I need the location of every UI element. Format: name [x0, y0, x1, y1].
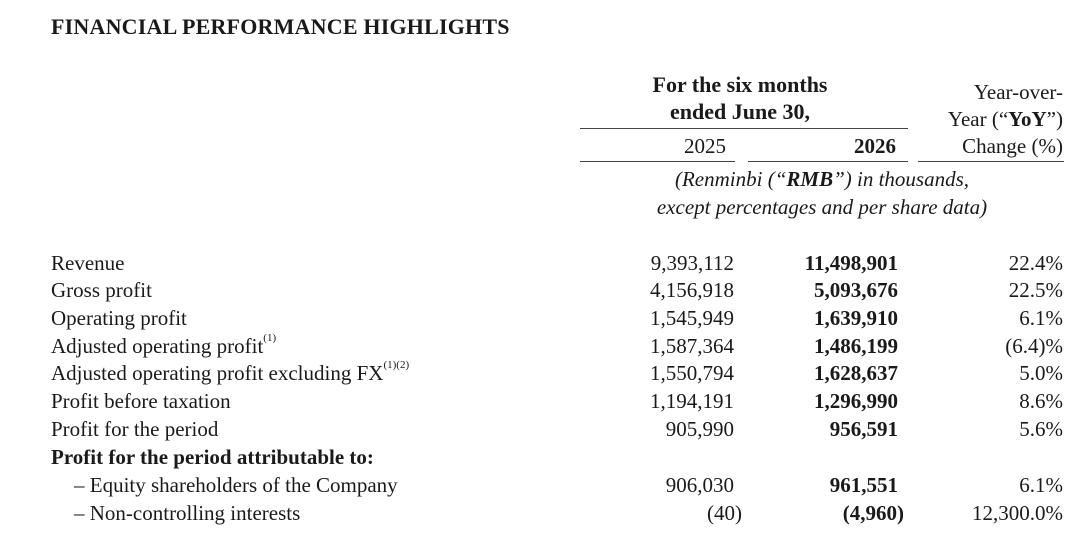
footnote-marker: (1)	[263, 332, 277, 344]
value-2025: 906,030	[665, 473, 734, 497]
yoy-header-line2: Year (“YoY”)	[947, 107, 1063, 131]
row-label: Profit for the period attributable to:	[51, 445, 374, 469]
page-title: FINANCIAL PERFORMANCE HIGHLIGHTS	[51, 14, 510, 39]
table-row	[0, 501, 1080, 528]
row-label: Gross profit	[51, 278, 152, 302]
value-yoy: 5.6%	[1019, 417, 1063, 441]
table-row	[0, 334, 1080, 361]
table-row	[0, 361, 1080, 388]
row-label: – Non-controlling interests	[74, 501, 301, 525]
value-yoy: 6.1%	[1019, 306, 1063, 330]
value-yoy: 22.4%	[1008, 251, 1063, 275]
table-row	[0, 417, 1080, 444]
row-label: Profit before taxation	[51, 389, 231, 413]
value-2026: 11,498,901	[804, 251, 898, 275]
value-2025: 9,393,112	[650, 251, 734, 275]
table-row	[0, 251, 1080, 278]
table-row	[0, 306, 1080, 333]
yoy-header-line3: Change (%)	[962, 134, 1063, 158]
row-label: Profit for the period	[51, 417, 219, 441]
year-2025-rule	[580, 161, 735, 162]
value-2025: (40)	[707, 501, 742, 525]
units-note-line1: (Renminbi (“RMB”) in thousands,	[674, 167, 970, 191]
row-label: Adjusted operating profit$^{(1)}$	[51, 332, 277, 358]
value-yoy: 5.0%	[1019, 361, 1063, 385]
row-label: Revenue	[51, 251, 125, 275]
year-2026-rule	[748, 161, 908, 162]
value-2026: (4,960)	[842, 501, 904, 525]
value-2025: 905,990	[665, 417, 734, 441]
year-2025-header: 2025	[684, 134, 726, 158]
value-2026: 961,551	[829, 473, 898, 497]
row-label: Operating profit	[51, 306, 187, 330]
value-2026: 1,628,637	[814, 361, 898, 385]
period-header-line1: For the six months	[652, 72, 828, 97]
table-row	[0, 278, 1080, 305]
value-2026: 5,093,676	[814, 278, 898, 302]
period-header-rule	[580, 128, 908, 129]
value-2025: 1,550,794	[650, 361, 734, 385]
value-yoy: 6.1%	[1019, 473, 1063, 497]
value-2026: 1,639,910	[814, 306, 898, 330]
value-2025: 1,545,949	[650, 306, 734, 330]
year-2026-header: 2026	[854, 134, 896, 158]
value-yoy: 12,300.0%	[972, 501, 1063, 525]
value-2025: 1,194,191	[650, 389, 734, 413]
row-label: Adjusted operating profit excluding $FX^{(1)(2)}$	[51, 359, 410, 385]
value-2026: 956,591	[829, 417, 898, 441]
yoy-header-line1: Year-over-	[973, 80, 1063, 104]
section-header-row	[0, 445, 1080, 472]
value-yoy: 8.6%	[1019, 389, 1063, 413]
footnote-marker: (1)(2)	[383, 359, 410, 371]
yoy-header-rule	[918, 161, 1064, 162]
value-2026: 1,486,199	[814, 334, 898, 358]
value-2025: 1,587,364	[650, 334, 734, 358]
value-yoy: (6.4)%	[1005, 334, 1063, 358]
table-row	[0, 473, 1080, 500]
period-header-line2: ended June 30,	[670, 99, 810, 124]
units-note-line2: except percentages and per share data)	[656, 195, 988, 219]
value-2025: 4,156,918	[650, 278, 734, 302]
value-2026: 1,296,990	[814, 389, 898, 413]
value-yoy: 22.5%	[1008, 278, 1063, 302]
table-row	[0, 389, 1080, 416]
row-label: – Equity shareholders of the Company	[74, 473, 398, 497]
